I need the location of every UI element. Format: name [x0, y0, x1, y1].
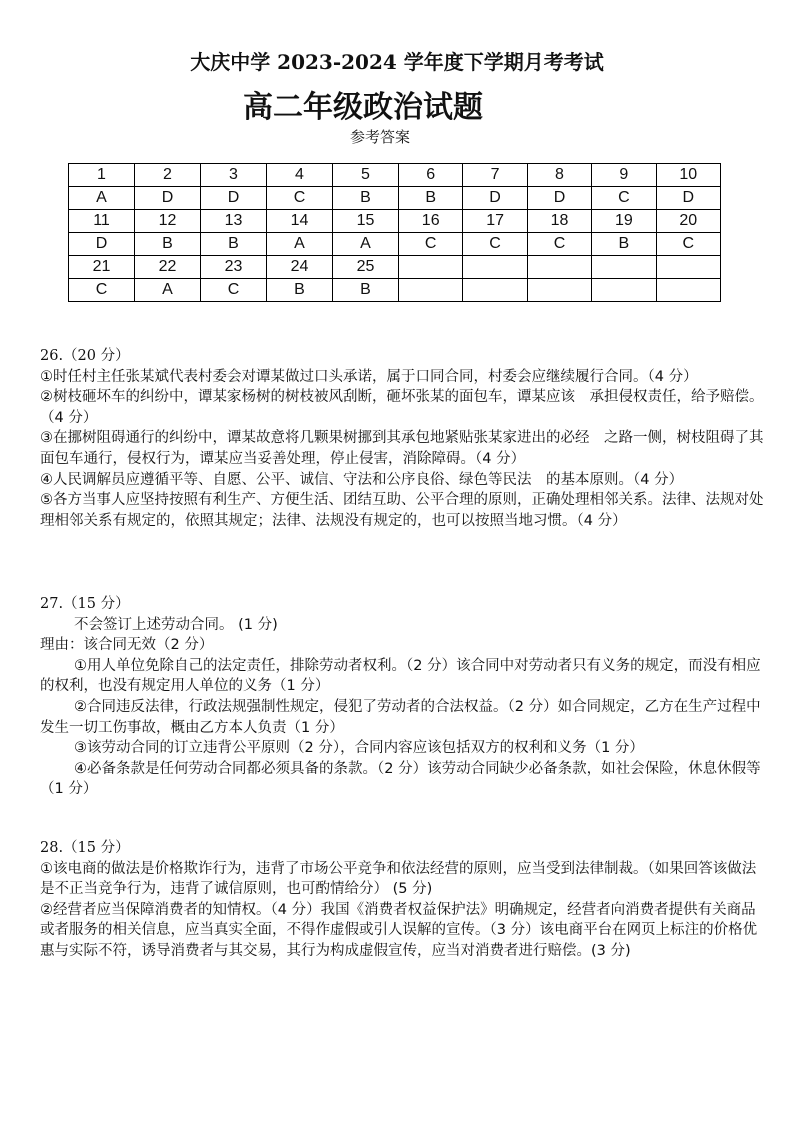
- question-26-point-4: ④人民调解员应遵循平等、自愿、公平、诚信、守法和公序良俗、绿色等民法 的基本原则。（4 分）: [40, 471, 684, 488]
- answer-table-cell: 22: [135, 256, 201, 279]
- answer-table-cell: C: [463, 233, 527, 256]
- answer-table: [68, 163, 721, 302]
- question-27-point-3: ③该劳动合同的订立违背公平原则（2 分），合同内容应该包括双方的权利和义务（1 分）: [74, 740, 644, 757]
- answer-table-cell: C: [527, 233, 591, 256]
- answer-table-cell: C: [201, 279, 267, 302]
- answer-table-cell: D: [463, 187, 527, 210]
- answer-table-cell: [656, 279, 720, 302]
- answer-table-cell: [592, 256, 656, 279]
- answer-table-row: [69, 164, 721, 187]
- answer-table-cell: [592, 279, 656, 302]
- answer-table-cell: 12: [135, 210, 201, 233]
- answer-table-cell: 9: [592, 164, 656, 187]
- question-26-point-5: ⑤各方当事人应坚持按照有利生产、方便生活、团结互助、公平合理的原则，正确处理相邻关系。法律、法规对处理相邻关系有规定的，依照其规定；法律、法规没有规定的，也可以按照当地习惯。（4 分）: [40, 492, 764, 529]
- answer-table-cell: B: [399, 187, 463, 210]
- question-27-heading: 27.（15 分）: [40, 596, 130, 612]
- question-26-heading: 26.（20 分）: [40, 348, 130, 364]
- answer-table-cell: [399, 279, 463, 302]
- answer-table-cell: 17: [463, 210, 527, 233]
- answer-table-cell: [656, 256, 720, 279]
- question-27-answer: 不会签订上述劳动合同。 (1 分): [74, 616, 278, 633]
- answer-table-row: [69, 233, 721, 256]
- answer-key-label: 参考答案: [349, 128, 410, 146]
- answer-table-row: [69, 187, 721, 210]
- answer-table-cell: A: [267, 233, 333, 256]
- answer-table-cell: C: [399, 233, 463, 256]
- question-26-point-2: ②树枝砸坏车的纠纷中，谭某家杨树的树枝被风刮断，砸坏张某的面包车，谭某应该 承担侵权责任，给予赔偿。（4 分）: [40, 389, 764, 426]
- question-28: [40, 838, 764, 962]
- answer-table-cell: C: [69, 279, 135, 302]
- answer-table-cell: 3: [201, 164, 267, 187]
- question-28-point-2: ②经营者应当保障消费者的知情权。（4 分）我国《消费者权益保护法》明确规定，经营者向消费者提供有关商品或者服务的相关信息，应当真实全面，不得作虚假或引人误解的宣传。（3 分）该电商平台在网页上标注的价格优惠与实际不符，诱导消费者与其交易，其行为构成虚假宣传，应当对消费者进行赔偿。(3 分): [40, 901, 758, 959]
- answer-table-cell: 5: [333, 164, 399, 187]
- answer-table-cell: C: [592, 187, 656, 210]
- answer-table-cell: B: [135, 233, 201, 256]
- answer-table-cell: 4: [267, 164, 333, 187]
- answer-table-cell: 16: [399, 210, 463, 233]
- answer-table-cell: [463, 279, 527, 302]
- answer-table-cell: A: [135, 279, 201, 302]
- question-28-heading: 28.（15 分）: [40, 840, 130, 856]
- answer-table-cell: D: [201, 187, 267, 210]
- answer-table-cell: D: [135, 187, 201, 210]
- subject-title: 高二年级政治试题: [243, 90, 483, 125]
- answer-table-cell: 10: [656, 164, 720, 187]
- answer-table-cell: 14: [267, 210, 333, 233]
- answer-table-cell: 24: [267, 256, 333, 279]
- answer-table-cell: 13: [201, 210, 267, 233]
- answer-table-cell: B: [333, 279, 399, 302]
- answer-table-cell: [399, 256, 463, 279]
- question-26-point-3: ③在挪树阻碍通行的纠纷中，谭某故意将几颗果树挪到其承包地紧贴张某家进出的必经 之路一侧，树枝阻碍了其面包车通行，侵权行为，谭某应当妥善处理，停止侵害，消除障碍。（4 分）: [40, 430, 764, 467]
- answer-table-cell: 19: [592, 210, 656, 233]
- answer-table-cell: 1: [69, 164, 135, 187]
- answer-table-cell: B: [333, 187, 399, 210]
- question-27-point-1: ①用人单位免除自己的法定责任，排除劳动者权利。（2 分）该合同中对劳动者只有义务的规定，而没有相应的权利，也没有规定用人单位的义务（1 分）: [40, 657, 761, 695]
- answer-table-cell: 7: [463, 164, 527, 187]
- question-27: [40, 594, 764, 800]
- answer-table-row: [69, 256, 721, 279]
- answer-table-cell: 6: [399, 164, 463, 187]
- question-28-point-1: ①该电商的做法是价格欺诈行为，违背了市场公平竞争和依法经营的原则，应当受到法律制裁。（如果回答该做法是不正当竞争行为，违背了诚信原则，也可酌情给分） (5 分): [40, 860, 757, 898]
- answer-table-cell: [527, 256, 591, 279]
- answer-table-cell: C: [656, 233, 720, 256]
- answer-table-cell: 23: [201, 256, 267, 279]
- answer-table-cell: D: [656, 187, 720, 210]
- answer-table-cell: C: [267, 187, 333, 210]
- answer-table-cell: 20: [656, 210, 720, 233]
- answer-table-row: [69, 279, 721, 302]
- question-27-point-4: ④必备条款是任何劳动合同都必须具备的条款。（2 分）该劳动合同缺少必备条款，如社会保险，休息休假等（1 分）: [40, 760, 761, 798]
- answer-table-cell: 18: [527, 210, 591, 233]
- answer-table-cell: A: [69, 187, 135, 210]
- answer-table-cell: 25: [333, 256, 399, 279]
- answer-table-cell: B: [592, 233, 656, 256]
- answer-table-cell: 11: [69, 210, 135, 233]
- question-26: [40, 346, 764, 531]
- question-27-point-2: ②合同违反法律，行政法规强制性规定，侵犯了劳动者的合法权益。（2 分）如合同规定，乙方在生产过程中发生一切工伤事故，概由乙方本人负责（1 分）: [40, 698, 761, 736]
- answer-table-cell: [527, 279, 591, 302]
- answer-table-cell: B: [267, 279, 333, 302]
- answer-table-cell: [463, 256, 527, 279]
- question-26-point-1: ①时任村主任张某斌代表村委会对谭某做过口头承诺，属于口同合同，村委会应继续履行合同。（4 分）: [40, 368, 698, 385]
- answer-table-cell: 2: [135, 164, 201, 187]
- school-exam-title: 大庆中学 2023-2024 学年度下学期月考考试: [190, 50, 604, 74]
- answer-table-cell: 8: [527, 164, 591, 187]
- answer-table-cell: 21: [69, 256, 135, 279]
- answer-table-cell: D: [69, 233, 135, 256]
- answer-table-cell: 15: [333, 210, 399, 233]
- answer-table-cell: B: [201, 233, 267, 256]
- question-27-reason: 理由：该合同无效（2 分）: [40, 637, 214, 654]
- answer-table-cell: A: [333, 233, 399, 256]
- answer-table-cell: D: [527, 187, 591, 210]
- answer-table-row: [69, 210, 721, 233]
